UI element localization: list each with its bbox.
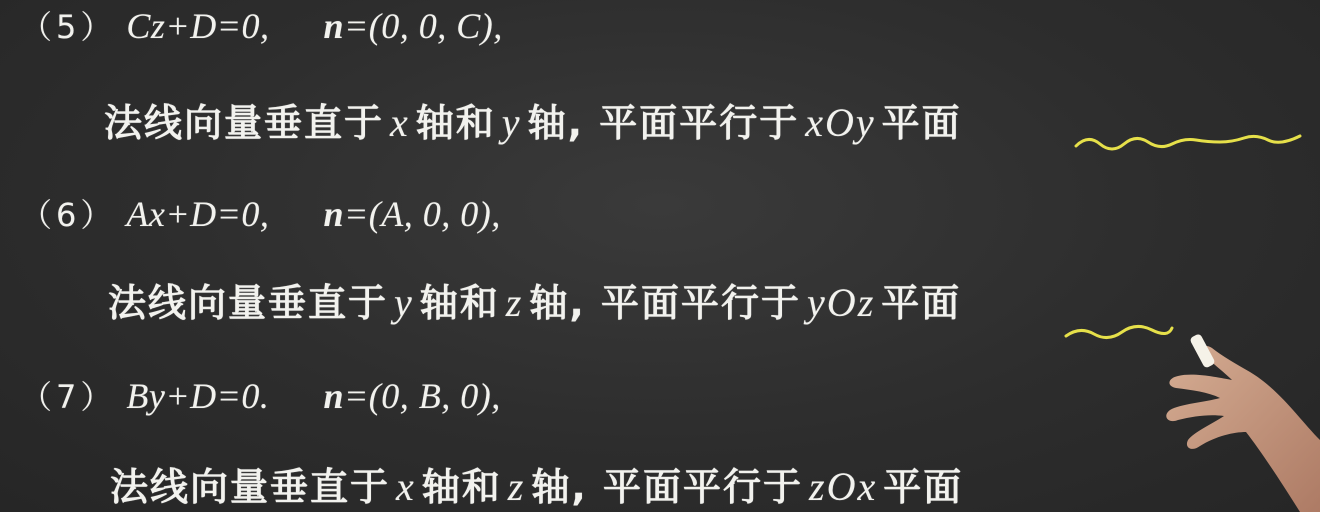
desc-prefix: 法线向量垂直于 bbox=[104, 101, 385, 145]
normal-vector-value: =(0, B, 0), bbox=[343, 376, 501, 416]
axis-variable: z bbox=[507, 464, 526, 509]
plane-name: yOz bbox=[807, 280, 876, 325]
formula-line-6 bbox=[20, 190, 501, 236]
desc-prefix: 法线向量垂直于 bbox=[108, 281, 389, 325]
normal-vector-symbol: n bbox=[323, 194, 344, 234]
axis-variable: z bbox=[505, 280, 524, 325]
desc-prefix: 法线向量垂直于 bbox=[110, 465, 391, 509]
item-label: （7） bbox=[20, 378, 117, 416]
plane-name: xOy bbox=[805, 100, 876, 145]
item-label: （6） bbox=[20, 196, 117, 234]
hand-icon bbox=[1150, 320, 1320, 512]
formula-line-7 bbox=[20, 372, 501, 418]
desc-suffix: 轴, 平面平行于 bbox=[529, 281, 802, 325]
desc-mid: 轴和 bbox=[415, 101, 496, 145]
desc-end: 平面 bbox=[881, 101, 962, 145]
desc-end: 平面 bbox=[883, 465, 964, 509]
axis-variable: y bbox=[501, 100, 522, 145]
plane-equation: Ax+D=0, bbox=[126, 194, 270, 234]
axis-variable: x bbox=[390, 100, 410, 145]
description-line-7 bbox=[110, 456, 963, 511]
plane-equation: Cz+D=0, bbox=[126, 6, 270, 46]
desc-end: 平面 bbox=[881, 281, 962, 325]
plane-name: zOx bbox=[809, 464, 878, 509]
description-line-5 bbox=[104, 92, 962, 147]
plane-equation: By+D=0. bbox=[126, 376, 270, 416]
axis-variable: y bbox=[394, 280, 414, 325]
axis-variable: x bbox=[396, 464, 416, 509]
normal-vector-value: =(0, 0, C), bbox=[344, 6, 503, 46]
normal-vector-value: =(A, 0, 0), bbox=[343, 194, 501, 234]
description-line-6 bbox=[108, 272, 961, 327]
formula-line-5 bbox=[20, 2, 503, 48]
desc-mid: 轴和 bbox=[421, 465, 502, 509]
desc-suffix: 轴, 平面平行于 bbox=[527, 101, 800, 145]
highlight-squiggle-xoy bbox=[1070, 128, 1310, 160]
normal-vector-symbol: n bbox=[323, 376, 344, 416]
desc-mid: 轴和 bbox=[419, 281, 500, 325]
item-label: （5） bbox=[20, 8, 117, 46]
normal-vector-symbol: n bbox=[323, 6, 345, 46]
desc-suffix: 轴, 平面平行于 bbox=[531, 465, 804, 509]
